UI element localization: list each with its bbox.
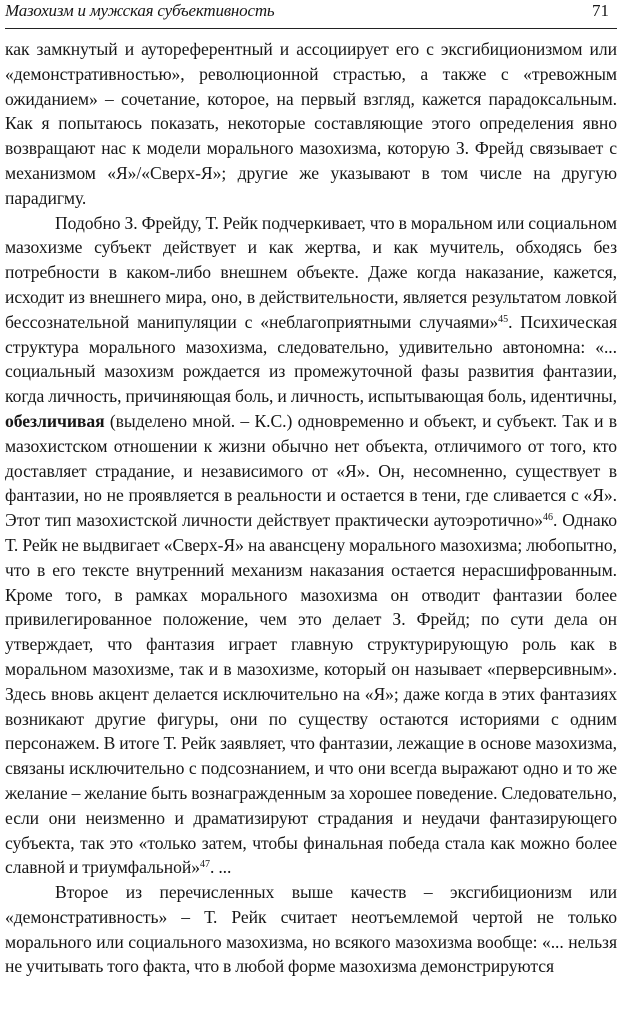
footnote-marker: 45 <box>498 313 509 325</box>
text-run: как замкнутый и аутореферентный и ассоциирует его с эксгибиционизмом или «демонстративностью», революционной страстью, а также с «тревожным ожиданием» – сочетание, которое, на первый взгляд, кажется парадоксальным. Как я попытаюсь показать, некоторые составляющие этого определения явно возвращают нас к модели морального мазохизма, которую З. Фрейд связывает с механизмом «Я»/«Сверх-Я»; другие же указывают в том числе на другую парадигму. <box>5 39 617 208</box>
text-run: . Однако Т. Рейк не выдвигает «Сверх-Я» на авансцену морального мазохизма; любопытно, что в его тексте внутренний механизм наказания остается нерасшифрованным. Кроме того, в рамках морального мазохизма он отводит фантазии более привилегированное положение, чем это делает З. Фрейд; по сути дела он утверждает, что фантазия играет главную структурирующую роль как в моральном мазохизме, так и в мазохизме, который он называет «перверсивным». Здесь вновь акцент делается исключительно на «Я»; даже когда в этих фантазиях возникают другие фигуры, они по существу остаются историями с одним персонажем. В итоге Т. Рейк заявляет, что фантазии, лежащие в основе мазохизма, связаны исключительно с подсознанием, и что они всегда выражают одно и то же желание – желание быть вознагражденным за хорошее поведение. Следовательно, если они неизменно и драматизируют страдания и неудачи фантазирующего субъекта, так это «только затем, чтобы финальная победа стала как можно более славной и триумфальной» <box>5 510 617 878</box>
paragraph-continued <box>5 37 617 211</box>
body-text <box>5 37 617 979</box>
footnote-marker: 47 <box>200 859 211 871</box>
paragraph-reik-moral-masochism <box>5 211 617 881</box>
text-run: Подобно З. Фрейду, Т. Рейк подчеркивает, что в моральном или социальном мазохизме субъект действует и как жертва, и как мучитель, обходясь без потребности в каком-либо внешнем объекте. Даже когда наказание, кажется, исходит из внешнего мира, оно, в действительности, является результатом ловкой бессознательной манипуляции с «неблагоприятными случаями» <box>5 212 617 332</box>
running-title: Мазохизм и мужская субъективность <box>5 1 275 20</box>
text-run: . Психическая структура морального мазохизма, следовательно, удивительно автономна: «... социальный мазохизм рождается из промежуточной фазы развития фантазии, когда личность, причиняющая боль, и личность, испытывающая боль, идентичны, <box>5 311 617 407</box>
page-number: 71 <box>592 1 609 20</box>
paragraph-exhibitionism <box>5 880 617 979</box>
emphasized-word: обезличивая <box>5 410 105 431</box>
running-header <box>5 0 617 29</box>
text-run: (выделено мной. – К.С.) одновременно и объект, и субъект. Так и в мазохистском отношении к жизни обычно нет объекта, отличимого от того, кто доставляет страдание, и независимого от «Я». Он, несомненно, существует в фантазии, но не проявляется в реальности и остается в тени, где сливается с «Я». Этот тип мазохистской личности действует практически аутоэротично» <box>5 410 617 531</box>
text-run: . ... <box>210 857 232 878</box>
footnote-marker: 46 <box>543 512 553 524</box>
text-run: Второе из перечисленных выше качеств – эксгибиционизм или «демонстративность» – Т. Рейк считает неотъемлемой чертой не только морального или социального мазохизма, но всякого мазохизма вообще: «... нельзя не учитывать того факта, что в любой форме мазохизма демонстрируются <box>5 882 617 977</box>
